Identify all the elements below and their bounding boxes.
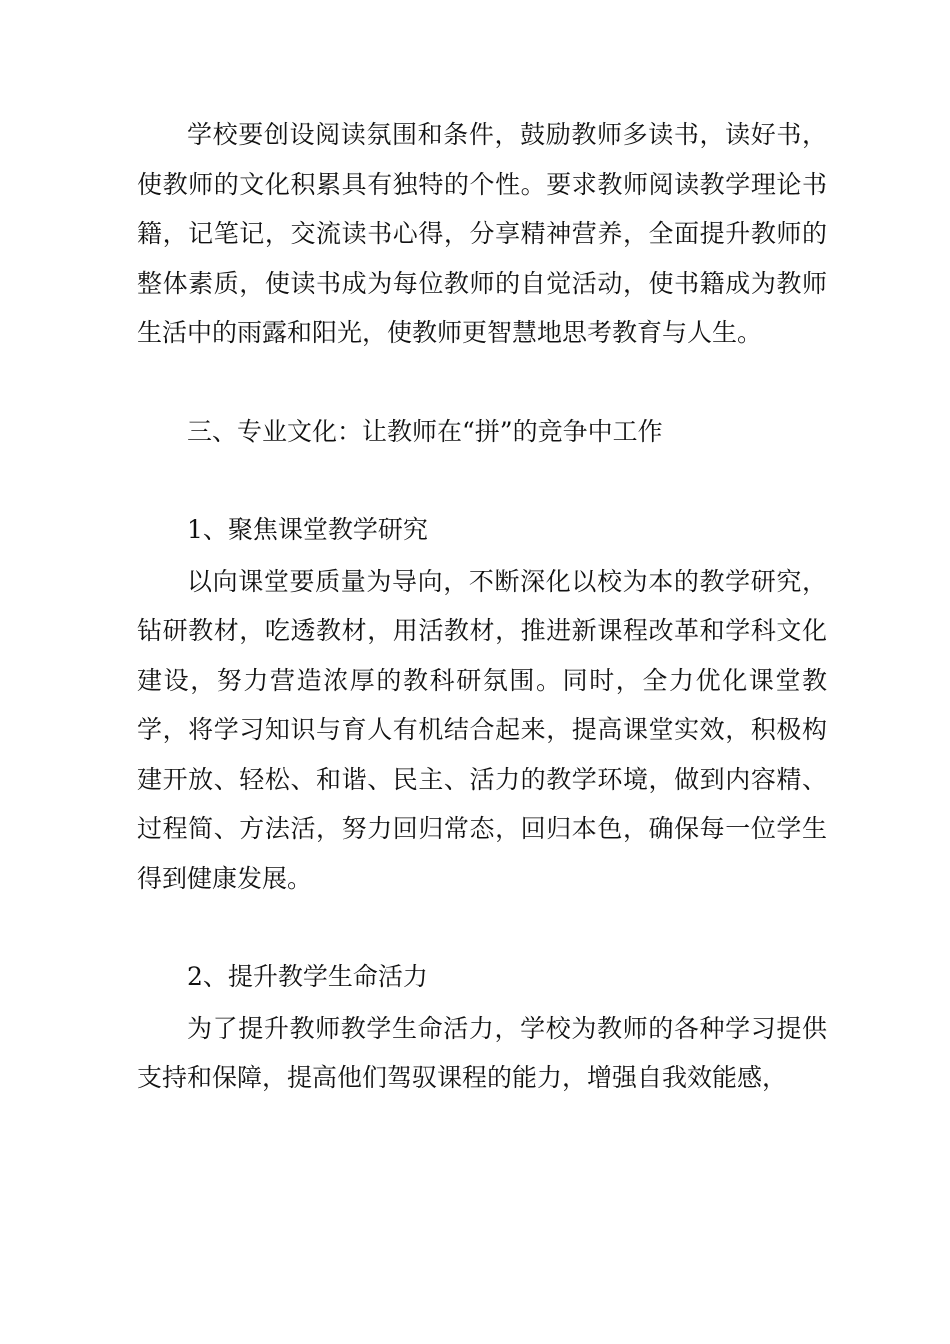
paragraph-teaching-vitality: 为了提升教师教学生命活力，学校为教师的各种学习提供支持和保障，提高他们驾驭课程的能力，增强自我效能感， bbox=[137, 1013, 827, 1092]
subheading-teaching-vitality: 2、提升教学生命活力 bbox=[187, 962, 428, 991]
section-heading-professional-culture: 三、专业文化：让教师在“拼”的竞争中工作 bbox=[187, 416, 663, 446]
paragraph-reading-culture: 学校要创设阅读氛围和条件，鼓励教师多读书，读好书，使教师的文化积累具有独特的个性。要求教师阅读教学理论书籍，记笔记，交流读书心得，分享精神营养，全面提升教师的整体素质，使读书成为每位教师的自觉活动，使书籍成为教师生活中的雨露和阳光，使教师更智慧地思考教育与人生。 bbox=[137, 120, 827, 347]
subheading-classroom-research: 1、聚焦课堂教学研究 bbox=[187, 515, 428, 544]
document-body bbox=[137, 110, 827, 1103]
paragraph-classroom-research: 以向课堂要质量为导向，不断深化以校为本的教学研究，钻研教材，吃透教材，用活教材，推进新课程改革和学科文化建设，努力营造浓厚的教科研氛围。同时，全力优化课堂教学，将学习知识与育人有机结合起来，提高课堂实效，积极构建开放、轻松、和谐、民主、活力的教学环境，做到内容精、过程简、方法活，努力回归常态，回归本色，确保每一位学生得到健康发展。 bbox=[137, 566, 827, 893]
